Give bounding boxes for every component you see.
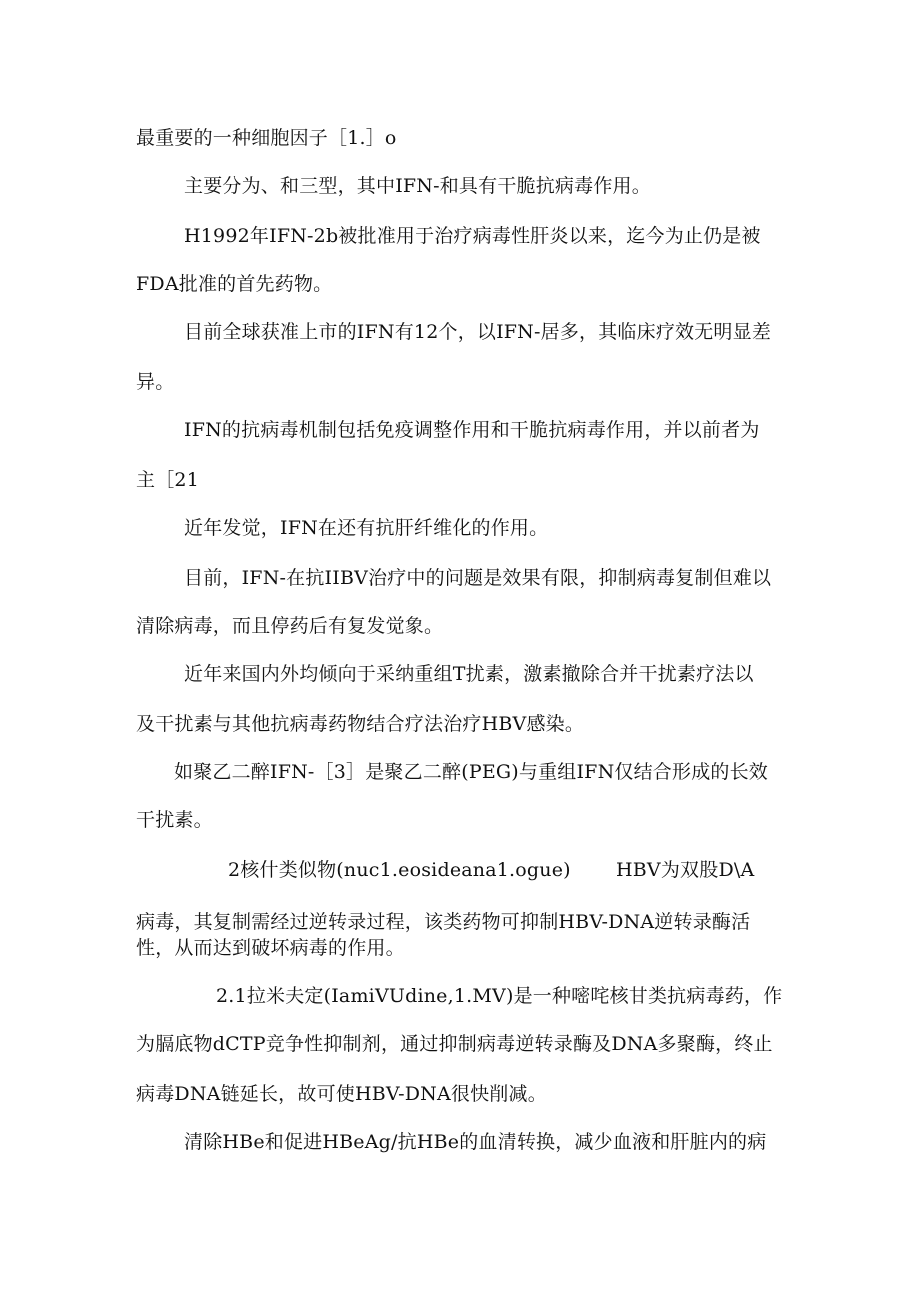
text-line-6: 异。 [136, 371, 175, 393]
text-line-21: 病毒DNA链延长，故可使HBV-DNA很快削减。 [136, 1083, 547, 1105]
text-line-22: 清除HBe和促进HBeAg/抗HBe的血清转换，减少血液和肝脏内的病 [184, 1131, 767, 1153]
text-line-16b: HBV为双股D\A [616, 859, 755, 881]
text-line-20: 为膈底物dCTP竞争性抑制剂，通过抑制病毒逆转录酶及DNA多聚酶，终止 [136, 1033, 773, 1055]
text-line-3: H1992年IFN-2b被批准用于治疗病毒性肝炎以来，迄今为止仍是被 [184, 225, 761, 247]
text-line-11: 清除病毒，而且停药后有复发觉象。 [136, 615, 444, 637]
text-line-15: 干扰素。 [136, 809, 213, 831]
text-line-4: FDA批准的首先药物。 [136, 273, 333, 295]
text-line-2: 主要分为、和三型，其中IFN-和具有干脆抗病毒作用。 [184, 175, 651, 197]
text-line-1: 最重要的一种细胞因子［1.］o [136, 127, 397, 149]
text-line-8: 主［21 [136, 469, 199, 491]
text-line-7: IFN的抗病毒机制包括免疫调整作用和干脆抗病毒作用，并以前者为 [184, 419, 760, 441]
text-line-5: 目前全球获准上市的IFN有12个，以IFN-居多，其临床疗效无明显差 [184, 321, 772, 343]
text-line-19: 2.1拉米夫定(IamiVUdine,1.MV)是一种嘧咤核甘类抗病毒药，作 [216, 985, 783, 1007]
text-line-16a: 2核什类似物(nuc1.eosideana1.ogue) [228, 859, 571, 881]
text-line-10: 目前，IFN-在抗IIBV治疗中的问题是效果有限，抑制病毒复制但难以 [184, 567, 772, 589]
text-line-18: 性，从而达到破坏病毒的作用。 [136, 937, 405, 959]
text-line-17: 病毒，其复制需经过逆转录过程，该类药物可抑制HBV-DNA逆转录酶活 [136, 911, 751, 933]
text-line-13: 及干扰素与其他抗病毒药物结合疗法治疗HBV感染。 [136, 713, 585, 735]
text-line-9: 近年发觉，IFN在还有抗肝纤维化的作用。 [184, 517, 549, 539]
text-line-12: 近年来国内外均倾向于采纳重组T扰素，激素撤除合并干扰素疗法以 [184, 663, 754, 685]
text-line-14: 如聚乙二醉IFN-［3］是聚乙二醉(PEG)与重组IFN仅结合形成的长效 [174, 761, 768, 783]
